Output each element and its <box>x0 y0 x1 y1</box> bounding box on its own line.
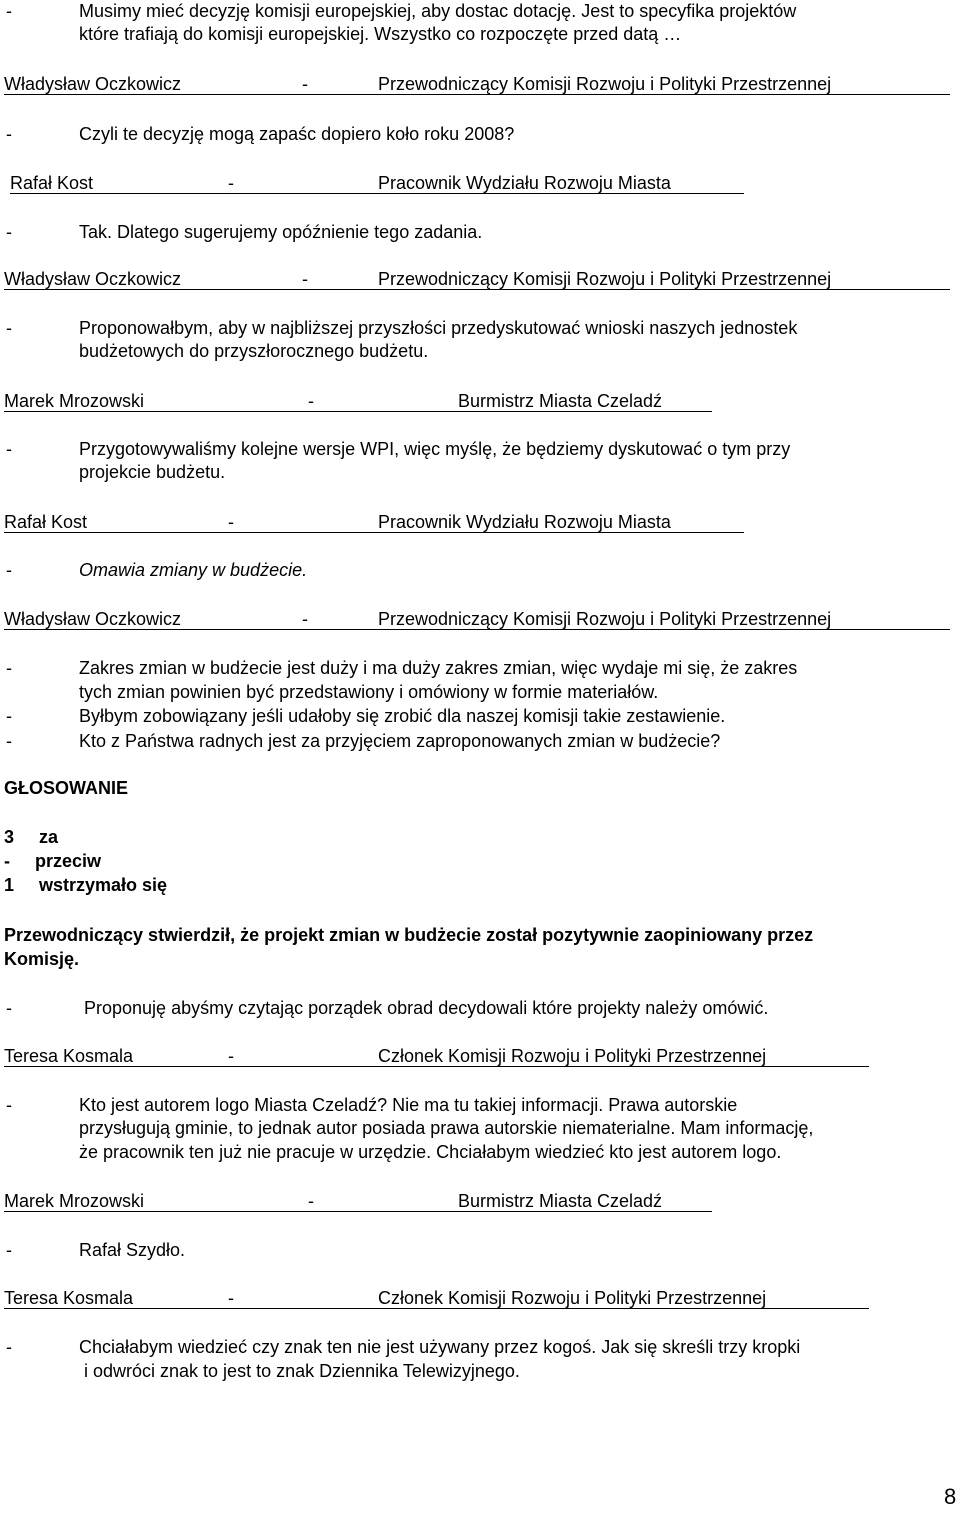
speaker-name: Rafał Kost <box>4 512 88 532</box>
statement-line: że pracownik ten już nie pracuje w urzędzie. Chciałabym wiedzieć kto jest autorem logo. <box>79 1142 782 1162</box>
speaker-separator: - <box>228 512 234 532</box>
speaker-separator: - <box>308 1191 314 1211</box>
statement-line: które trafiają do komisji europejskiej. Wszystko co rozpoczęte przed datą … <box>79 24 682 44</box>
speaker-separator: - <box>302 269 308 289</box>
speaker-separator: - <box>302 74 308 94</box>
statement-line: tych zmian powinien być przedstawiony i omówiony w formie materiałów. <box>79 682 659 702</box>
speaker-role: Pracownik Wydziału Rozwoju Miasta <box>378 512 671 532</box>
conclusion-line: Komisję. <box>4 949 80 969</box>
underline <box>10 193 744 194</box>
speaker-name: Władysław Oczkowicz <box>4 609 182 629</box>
speaker-role: Członek Komisji Rozwoju i Polityki Przestrzennej <box>378 1288 767 1308</box>
underline <box>4 94 950 95</box>
page-number: 8 <box>944 1484 957 1509</box>
statement-line: przysługują gminie, to jednak autor posiada prawa autorskie niematerialne. Mam informację, <box>79 1118 814 1138</box>
speaker-role: Pracownik Wydziału Rozwoju Miasta <box>378 173 671 193</box>
speaker-name: Marek Mrozowski <box>4 391 145 411</box>
underline <box>4 629 950 630</box>
speaker-name: Władysław Oczkowicz <box>4 74 182 94</box>
underline <box>4 1066 869 1067</box>
speaker-name: Marek Mrozowski <box>4 1191 145 1211</box>
speaker-name: Rafał Kost <box>10 173 94 193</box>
speaker-separator: - <box>308 391 314 411</box>
speaker-name: Teresa Kosmala <box>4 1288 134 1308</box>
speaker-role: Przewodniczący Komisji Rozwoju i Polityki Przestrzennej <box>378 269 832 289</box>
speaker-role: Burmistrz Miasta Czeladź <box>458 1191 663 1211</box>
underline <box>4 411 712 412</box>
speaker-separator: - <box>228 1046 234 1066</box>
speaker-separator: - <box>228 173 234 193</box>
statement-line: projekcie budżetu. <box>79 462 226 482</box>
speaker-role: Przewodniczący Komisji Rozwoju i Polityki Przestrzennej <box>378 609 832 629</box>
underline <box>4 1308 869 1309</box>
speaker-role: Członek Komisji Rozwoju i Polityki Przestrzennej <box>378 1046 767 1066</box>
speaker-role: Burmistrz Miasta Czeladź <box>458 391 663 411</box>
underline <box>4 289 950 290</box>
vote-heading: GŁOSOWANIE <box>4 778 129 798</box>
underline <box>4 1211 712 1212</box>
speaker-separator: - <box>302 609 308 629</box>
statement-line: budżetowych do przyszłorocznego budżetu. <box>79 341 429 361</box>
statement-line: i odwróci znak to jest to znak Dziennika Telewizyjnego. <box>84 1361 520 1381</box>
conclusion-line: Przewodniczący stwierdził, że projekt zmian w budżecie został pozytywnie zaopiniowany przez <box>4 925 814 945</box>
speaker-role: Przewodniczący Komisji Rozwoju i Polityki Przestrzennej <box>378 74 832 94</box>
speaker-separator: - <box>228 1288 234 1308</box>
speaker-name: Teresa Kosmala <box>4 1046 134 1066</box>
underline <box>4 532 744 533</box>
speaker-name: Władysław Oczkowicz <box>4 269 182 289</box>
